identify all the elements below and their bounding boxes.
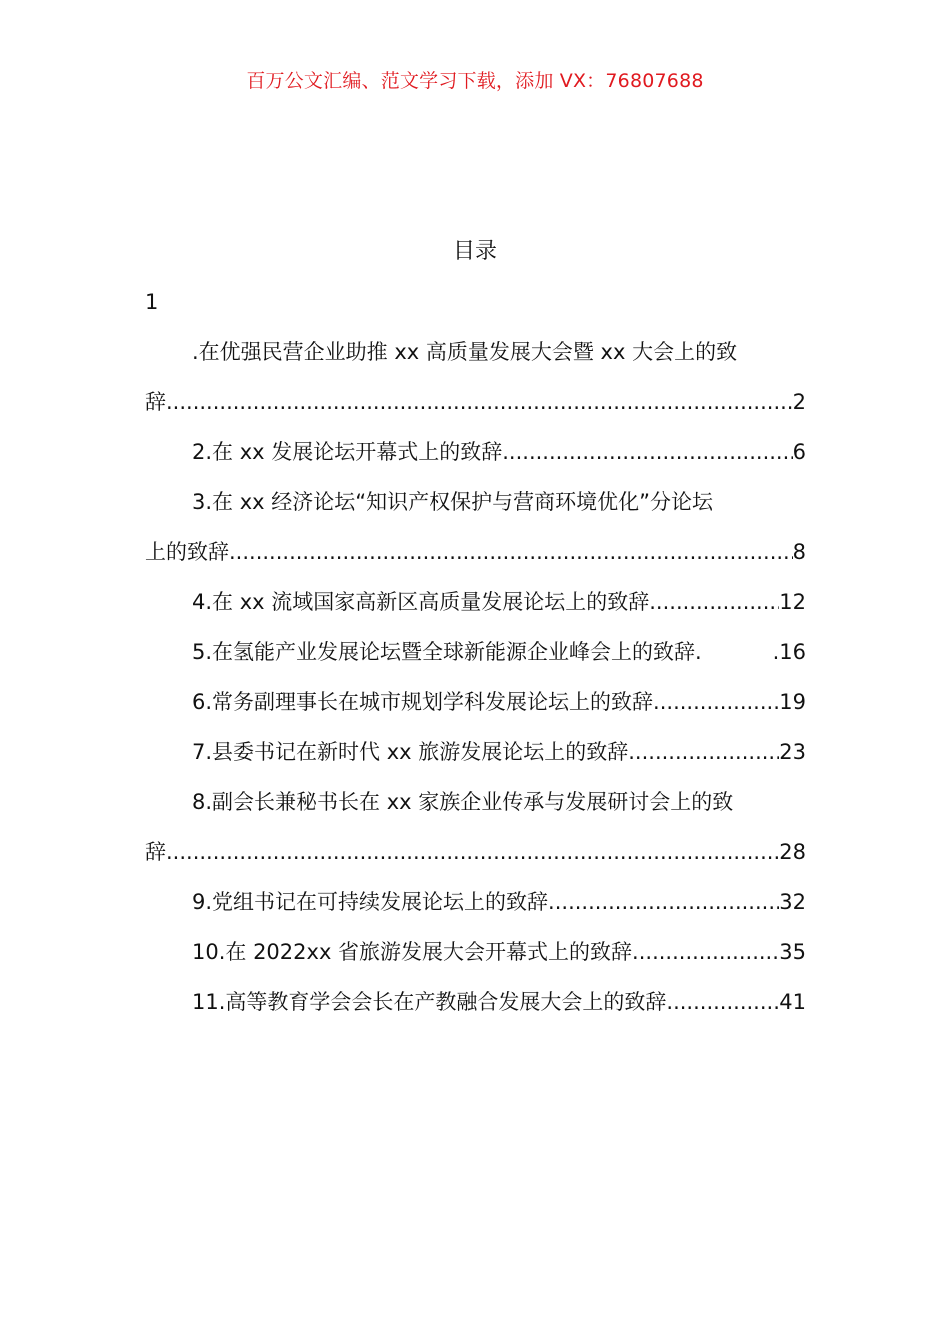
leader-dots bbox=[653, 685, 779, 719]
toc-entry-1-line2[interactable]: 辞 ..... 2 bbox=[145, 385, 806, 419]
page-number: 6 bbox=[792, 440, 806, 464]
toc-entry-11[interactable]: 11.高等教育学会会长在产教融合发展大会上的致辞 ..... 41 bbox=[145, 985, 806, 1019]
toc-entry-3-line2[interactable]: 上的致辞 ..... 8 bbox=[145, 535, 806, 569]
toc-entry-8-line1[interactable]: 8.副会长兼秘书长在 xx 家族企业传承与发展研讨会上的致 bbox=[192, 790, 734, 814]
leader-dots bbox=[166, 385, 793, 419]
leader-dots bbox=[548, 885, 779, 919]
page-number: 8 bbox=[792, 540, 806, 564]
page-title: 目录 bbox=[452, 239, 497, 264]
page-number: 12 bbox=[779, 590, 806, 614]
toc-entry-2[interactable]: 2.在 xx 发展论坛开幕式上的致辞 ..... 6 bbox=[145, 435, 806, 469]
toc-entry-6[interactable]: 6.常务副理事长在城市规划学科发展论坛上的致辞 ..... 19 bbox=[145, 685, 806, 719]
leader-dots bbox=[166, 835, 779, 869]
leader-dots bbox=[502, 435, 792, 469]
leader-dots bbox=[649, 585, 779, 619]
leader-dots bbox=[229, 535, 793, 569]
page-number: 28 bbox=[779, 840, 806, 864]
watermark-header: 百万公文汇编、范文学习下载，添加 VX：76807688 bbox=[246, 70, 704, 92]
toc-entry-9[interactable]: 9.党组书记在可持续发展论坛上的致辞 ..... 32 bbox=[145, 885, 806, 919]
toc-entry-10[interactable]: 10.在 2022xx 省旅游发展大会开幕式上的致辞 ..... 35 bbox=[145, 935, 806, 969]
page-number: 35 bbox=[779, 940, 806, 964]
page-number: 32 bbox=[779, 890, 806, 914]
stray-number: 1 bbox=[145, 290, 159, 314]
toc-entry-3-line1[interactable]: 3.在 xx 经济论坛“知识产权保护与营商环境优化”分论坛 bbox=[192, 490, 713, 514]
page-number: 41 bbox=[779, 990, 806, 1014]
page-number: 19 bbox=[779, 690, 806, 714]
page-number: 23 bbox=[779, 740, 806, 764]
leader-dots bbox=[666, 985, 779, 1019]
toc-entry-8-line2[interactable]: 辞 ..... 28 bbox=[145, 835, 806, 869]
toc-entry-7[interactable]: 7.县委书记在新时代 xx 旅游发展论坛上的致辞 ..... 23 bbox=[145, 735, 806, 769]
toc-entry-4[interactable]: 4.在 xx 流域国家高新区高质量发展论坛上的致辞 ..... 12 bbox=[145, 585, 806, 619]
leader-dots bbox=[632, 935, 779, 969]
toc-entry-5[interactable]: 5.在氢能产业发展论坛暨全球新能源企业峰会上的致辞. .16 bbox=[145, 635, 806, 669]
toc-entry-1-line1[interactable]: .在优强民营企业助推 xx 高质量发展大会暨 xx 大会上的致 bbox=[192, 340, 738, 364]
leader-dots bbox=[628, 735, 779, 769]
page-number: .16 bbox=[772, 640, 806, 664]
page-number: 2 bbox=[792, 390, 806, 414]
